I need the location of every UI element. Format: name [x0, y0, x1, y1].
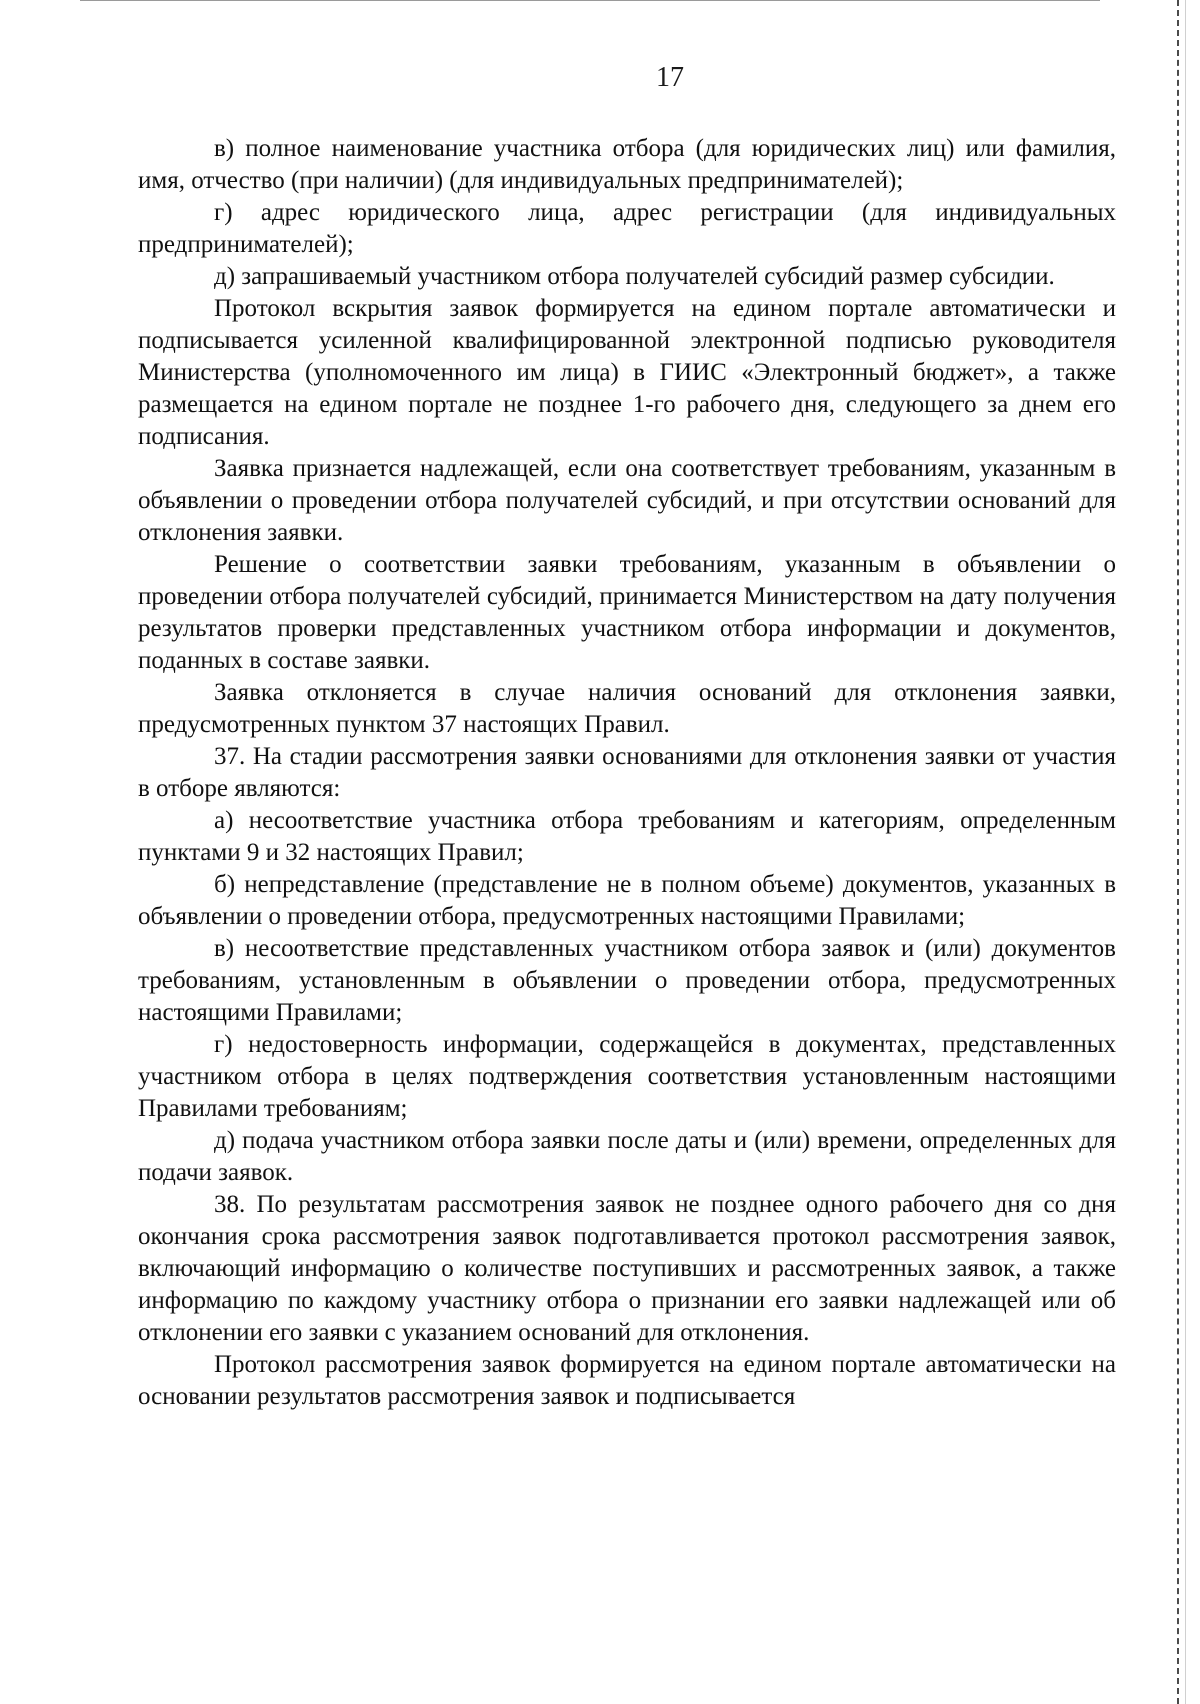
paragraph-clause-37: 37. На стадии рассмотрения заявки основаниями для отклонения заявки от участия в отборе являются: [138, 743, 1116, 802]
paragraph-item-v-applicant-name: в) полное наименование участника отбора (для юридических лиц) или фамилия, имя, отчество (при наличии) (для индивидуальных предпринимателей); [138, 135, 1116, 194]
paragraph-item-a-nonconformity: а) несоответствие участника отбора требованиям и категориям, определенным пунктами 9 и 32 настоящих Правил; [138, 807, 1116, 866]
paragraph-application-proper: Заявка признается надлежащей, если она соответствует требованиям, указанным в объявлении о проведении отбора получателей субсидий, и при отсутствии оснований для отклонения заявки. [138, 455, 1116, 546]
scan-right-edge [1177, 0, 1179, 1704]
paragraph-item-b-documents: б) непредставление (представление не в полном объеме) документов, указанных в объявлении о проведении отбора, предусмотренных настоящими Правилами; [138, 871, 1116, 930]
paragraph-review-protocol: Протокол рассмотрения заявок формируется на едином портале автоматически на основании результатов рассмотрения заявок и подписывается [138, 1351, 1116, 1410]
document-body [138, 133, 1116, 1413]
paragraph-opening-protocol: Протокол вскрытия заявок формируется на едином портале автоматически и подписывается усиленной квалифицированной электронной подписью руководителя Министерства (уполномоченного им лица) в ГИИС «Электронный бюджет», а также размещается на едином портале не позднее 1-го рабочего дня, следующего за днем его подписания. [138, 295, 1116, 450]
paragraph-item-d-subsidy-amount: д) запрашиваемый участником отбора получателей субсидий размер субсидии. [214, 263, 1055, 290]
scan-right-edge-shadow [1185, 0, 1186, 1704]
paragraph-item-v-requirements: в) несоответствие представленных участником отбора заявок и (или) документов требованиям, установленным в объявлении о проведении отбора, предусмотренных настоящими Правилами; [138, 935, 1116, 1026]
scan-top-edge [80, 0, 1100, 1]
paragraph-item-g-inaccuracy: г) недостоверность информации, содержащейся в документах, представленных участником отбора в целях подтверждения соответствия установленным настоящими Правилами требованиям; [138, 1031, 1116, 1122]
paragraph-rejection: Заявка отклоняется в случае наличия оснований для отклонения заявки, предусмотренных пунктом 37 настоящих Правил. [138, 679, 1116, 738]
paragraph-item-g-address: г) адрес юридического лица, адрес регистрации (для индивидуальных предпринимателей); [138, 199, 1116, 258]
paragraph-compliance-decision: Решение о соответствии заявки требованиям, указанным в объявлении о проведении отбора получателей субсидий, принимается Министерством на дату получения результатов проверки представленных участником отбора информации и документов, поданных в составе заявки. [138, 551, 1116, 674]
page-number: 17 [656, 62, 684, 93]
paragraph-item-d-late-submission: д) подача участником отбора заявки после даты и (или) времени, определенных для подачи заявок. [138, 1127, 1116, 1186]
paragraph-clause-38: 38. По результатам рассмотрения заявок не позднее одного рабочего дня со дня окончания срока рассмотрения заявок подготавливается протокол рассмотрения заявок, включающий информацию о количестве поступивших и рассмотренных заявок, а также информацию по каждому участнику отбора о признании его заявки надлежащей или об отклонении его заявки с указанием оснований для отклонения. [138, 1191, 1116, 1346]
